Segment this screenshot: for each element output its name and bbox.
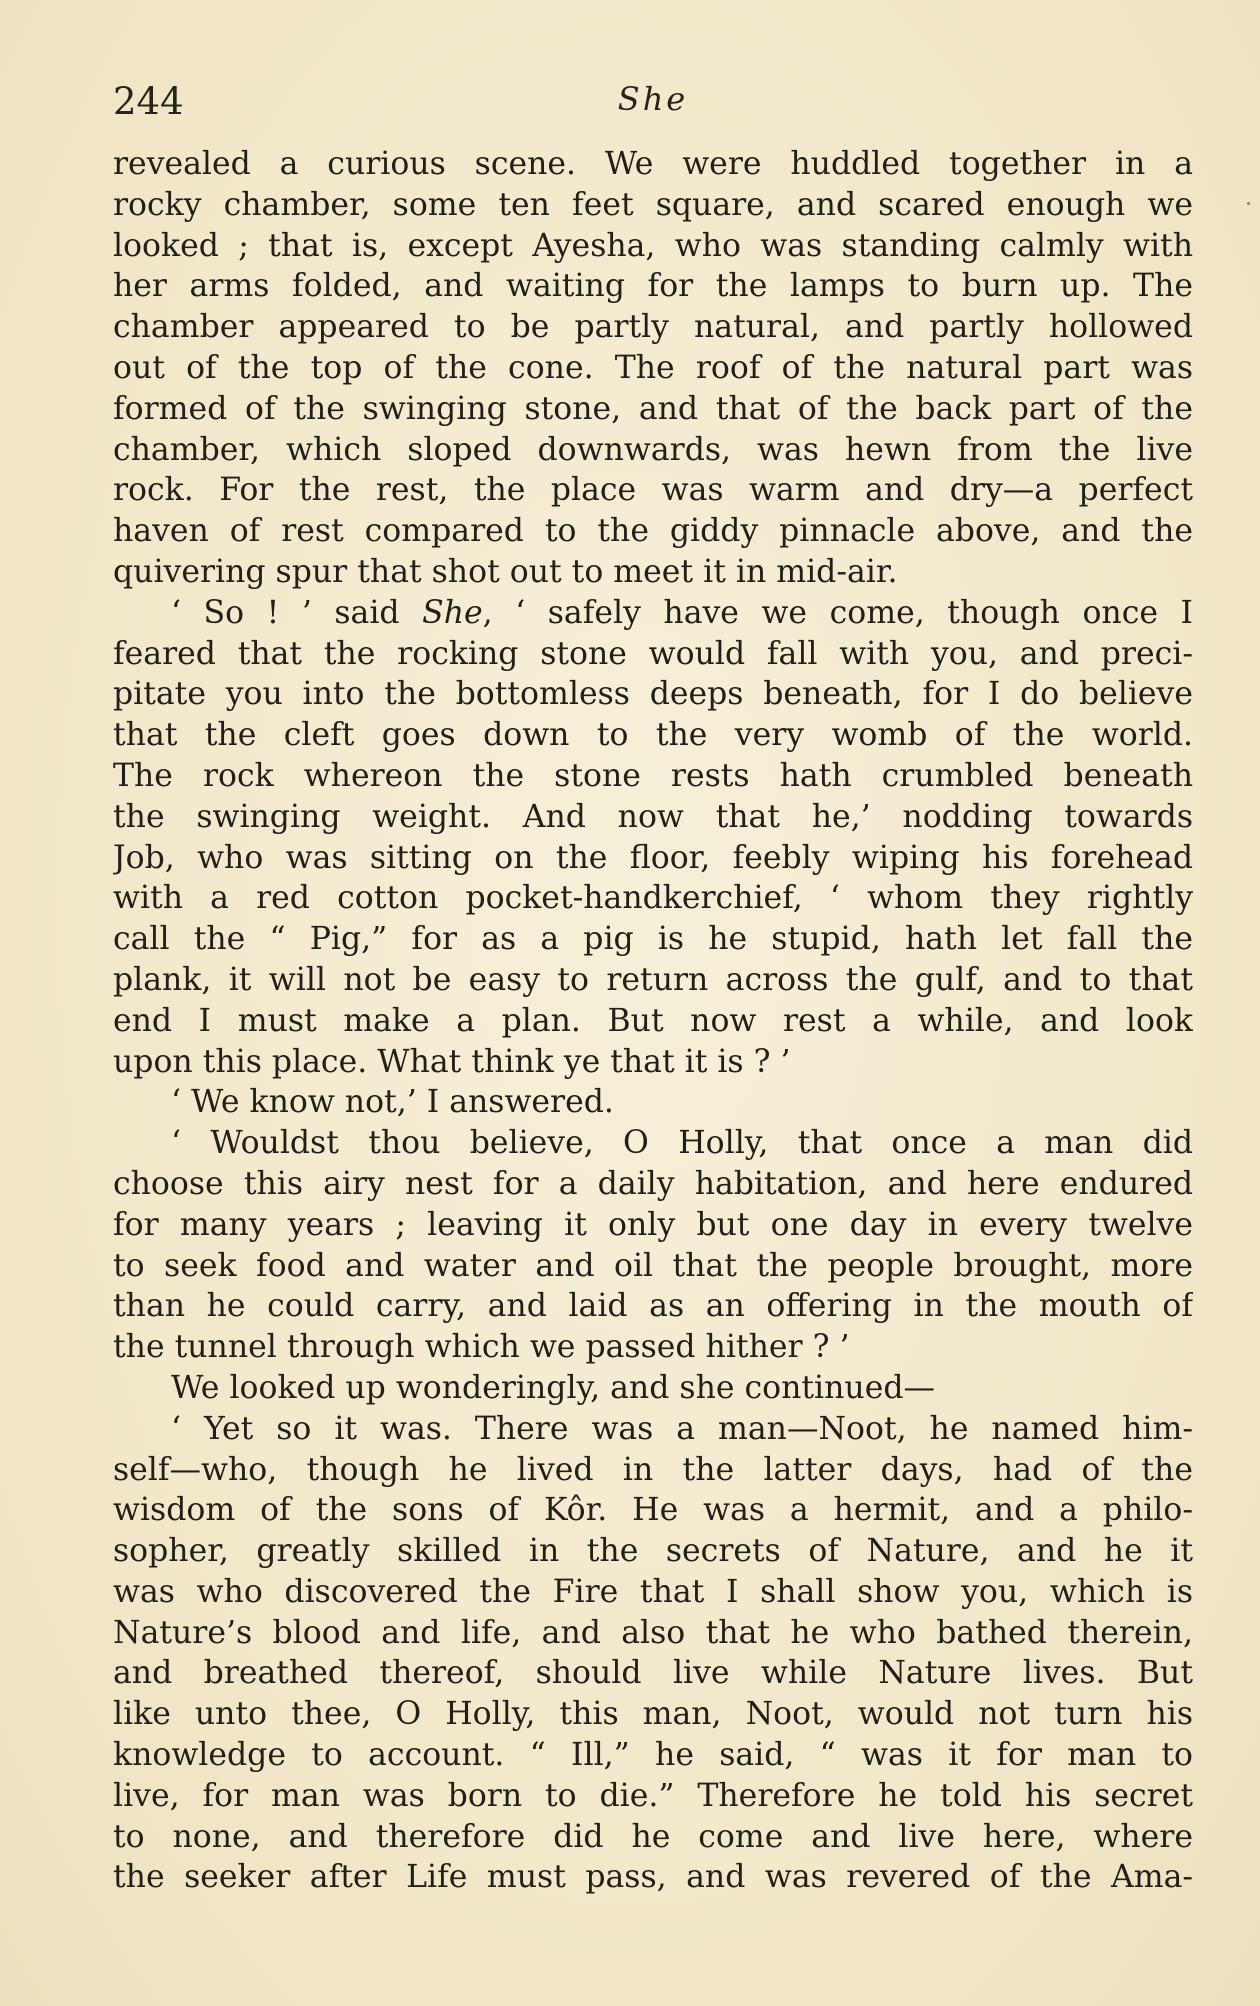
text-line: end I must make a plan. But now rest a while, and look: [113, 1002, 1193, 1039]
text-line: and breathed thereof, should live while Nature lives. But: [113, 1655, 1193, 1692]
page-header: [113, 80, 1193, 130]
text-line: chamber, which sloped downwards, was hewn from the live: [113, 431, 1193, 468]
text-line: quivering spur that shot out to meet it in mid-air.: [113, 553, 898, 590]
text-line: to seek food and water and oil that the people brought, more: [113, 1247, 1193, 1284]
text-line: self—who, though he lived in the latter days, had of the: [113, 1451, 1193, 1488]
text-line: with a red cotton pocket-handkerchief, ‘ whom they rightly: [113, 880, 1193, 917]
text-line: Job, who was sitting on the floor, feebly wiping his forehead: [113, 839, 1193, 876]
text-line: feared that the rocking stone would fall with you, and preci-: [113, 635, 1193, 672]
text-line: the tunnel through which we passed hither ? ’: [113, 1329, 850, 1366]
text-line: ‘ We know not,’ I answered.: [171, 1084, 614, 1121]
text-line: upon this place. What think ye that it is ? ’: [113, 1043, 791, 1080]
text-line: live, for man was born to die.” Therefore he told his secret: [113, 1777, 1193, 1814]
body-text: [113, 144, 1193, 1898]
text-line: sopher, greatly skilled in the secrets of Nature, and he it: [113, 1533, 1193, 1570]
text-line: rocky chamber, some ten feet square, and scared enough we: [113, 186, 1193, 223]
page-number: 244: [113, 80, 184, 123]
running-head: She: [617, 80, 689, 118]
text-line: call the “ Pig,” for as a pig is he stupid, hath let fall the: [113, 921, 1193, 958]
text-line: revealed a curious scene. We were huddled together in a: [113, 146, 1193, 182]
text-line: chamber appeared to be partly natural, and partly hollowed: [113, 309, 1193, 346]
text-line: was who discovered the Fire that I shall show you, which is: [113, 1573, 1193, 1610]
text-line: ‘ Wouldst thou believe, O Holly, that once a man did: [171, 1125, 1193, 1162]
paper-speck: [1247, 202, 1250, 205]
text-line: wisdom of the sons of Kôr. He was a hermit, and a philo-: [113, 1492, 1193, 1529]
text-line: looked ; that is, except Ayesha, who was standing calmly with: [113, 227, 1193, 264]
text-line: to none, and therefore did he come and live here, where: [113, 1818, 1193, 1855]
text-line: plank, it will not be easy to return across the gulf, and to that: [113, 961, 1193, 998]
text-line: ‘ Yet so it was. There was a man—Noot, he named him-: [171, 1410, 1193, 1447]
text-line: The rock whereon the stone rests hath crumbled beneath: [113, 757, 1193, 794]
text-line: We looked up wonderingly, and she continued—: [171, 1369, 936, 1406]
text-line: her arms folded, and waiting for the lamps to burn up. The: [113, 268, 1193, 305]
text-line: rock. For the rest, the place was warm and dry—a perfect: [113, 472, 1193, 509]
text-line: out of the top of the cone. The roof of the natural part was: [113, 349, 1193, 386]
text-line: that the cleft goes down to the very womb of the world.: [113, 717, 1193, 754]
text-line: pitate you into the bottomless deeps beneath, for I do believe: [113, 676, 1193, 713]
text-line: formed of the swinging stone, and that of the back part of the: [113, 390, 1193, 427]
text-line: knowledge to account. “ Ill,” he said, “ was it for man to: [113, 1737, 1193, 1774]
text-line: than he could carry, and laid as an offering in the mouth of: [113, 1288, 1193, 1325]
text-line: the seeker after Life must pass, and was revered of the Ama-: [113, 1859, 1193, 1896]
text-line: haven of rest compared to the giddy pinnacle above, and the: [113, 513, 1193, 550]
text-line: for many years ; leaving it only but one day in every twelve: [113, 1206, 1193, 1243]
text-line: choose this airy nest for a daily habitation, and here endured: [113, 1165, 1193, 1202]
text-line: Nature’s blood and life, and also that he who bathed therein,: [113, 1614, 1193, 1651]
text-line: like unto thee, O Holly, this man, Noot, would not turn his: [113, 1696, 1193, 1733]
text-line: ‘ So ! ’ said She, ‘ safely have we come, though once I: [171, 594, 1193, 631]
text-line: the swinging weight. And now that he,’ nodding towards: [113, 798, 1193, 835]
